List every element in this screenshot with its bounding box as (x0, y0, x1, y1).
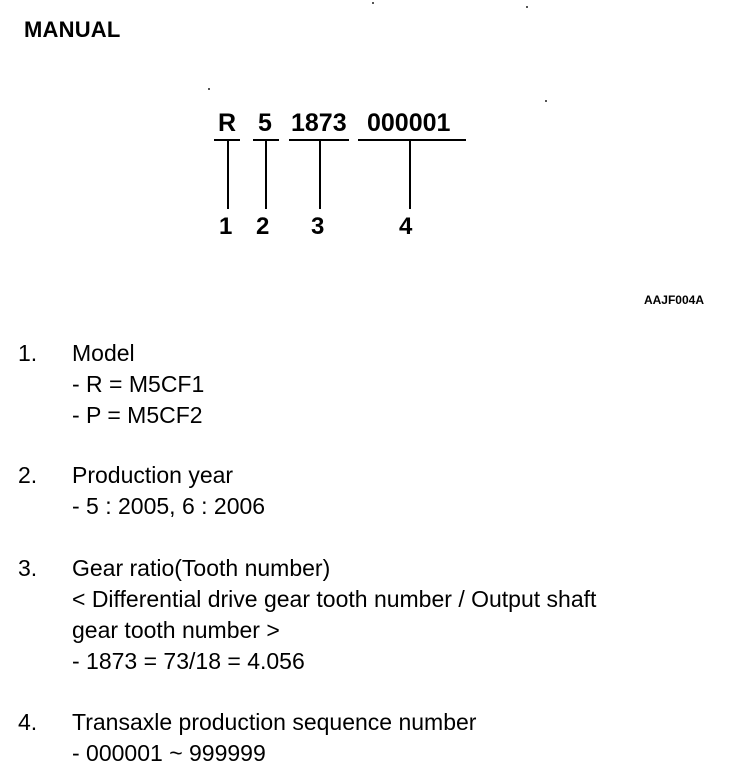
scan-speck (372, 2, 374, 4)
code-part-year: 5 (258, 109, 272, 137)
scan-speck (545, 100, 547, 102)
item-number: 4. (18, 709, 38, 735)
item-title: Transaxle production sequence number (72, 709, 477, 735)
index-4: 4 (399, 213, 413, 240)
item-title: Model (72, 340, 135, 366)
item-title: Gear ratio(Tooth number) (72, 555, 331, 581)
item-number: 2. (18, 462, 38, 488)
underline-sequence (358, 139, 466, 141)
scan-speck (208, 88, 210, 90)
item-line: < Differential drive gear tooth number / Output shaft (72, 586, 597, 612)
leader-line-model (227, 141, 229, 209)
item-number: 3. (18, 555, 38, 581)
code-part-sequence: 000001 (367, 109, 451, 137)
code-part-gear-ratio: 1873 (291, 109, 347, 137)
leader-line-year (265, 141, 267, 209)
figure-id: AAJF004A (643, 293, 704, 307)
item-line: - 5 : 2005, 6 : 2006 (72, 493, 266, 519)
item-line: gear tooth number > (72, 617, 280, 643)
scan-speck (526, 6, 528, 8)
index-2: 2 (256, 213, 270, 240)
index-1: 1 (219, 213, 233, 240)
leader-line-sequence (409, 141, 411, 209)
index-3: 3 (311, 213, 325, 240)
item-title: Production year (72, 462, 234, 488)
item-line: - R = M5CF1 (72, 371, 205, 397)
item-line: - 1873 = 73/18 = 4.056 (72, 648, 305, 674)
leader-line-gear-ratio (319, 141, 321, 209)
item-line: - 000001 ~ 999999 (72, 740, 266, 766)
code-part-model: R (218, 109, 237, 137)
item-number: 1. (18, 340, 38, 366)
section-heading: MANUAL (24, 17, 121, 42)
item-line: - P = M5CF2 (72, 402, 203, 428)
